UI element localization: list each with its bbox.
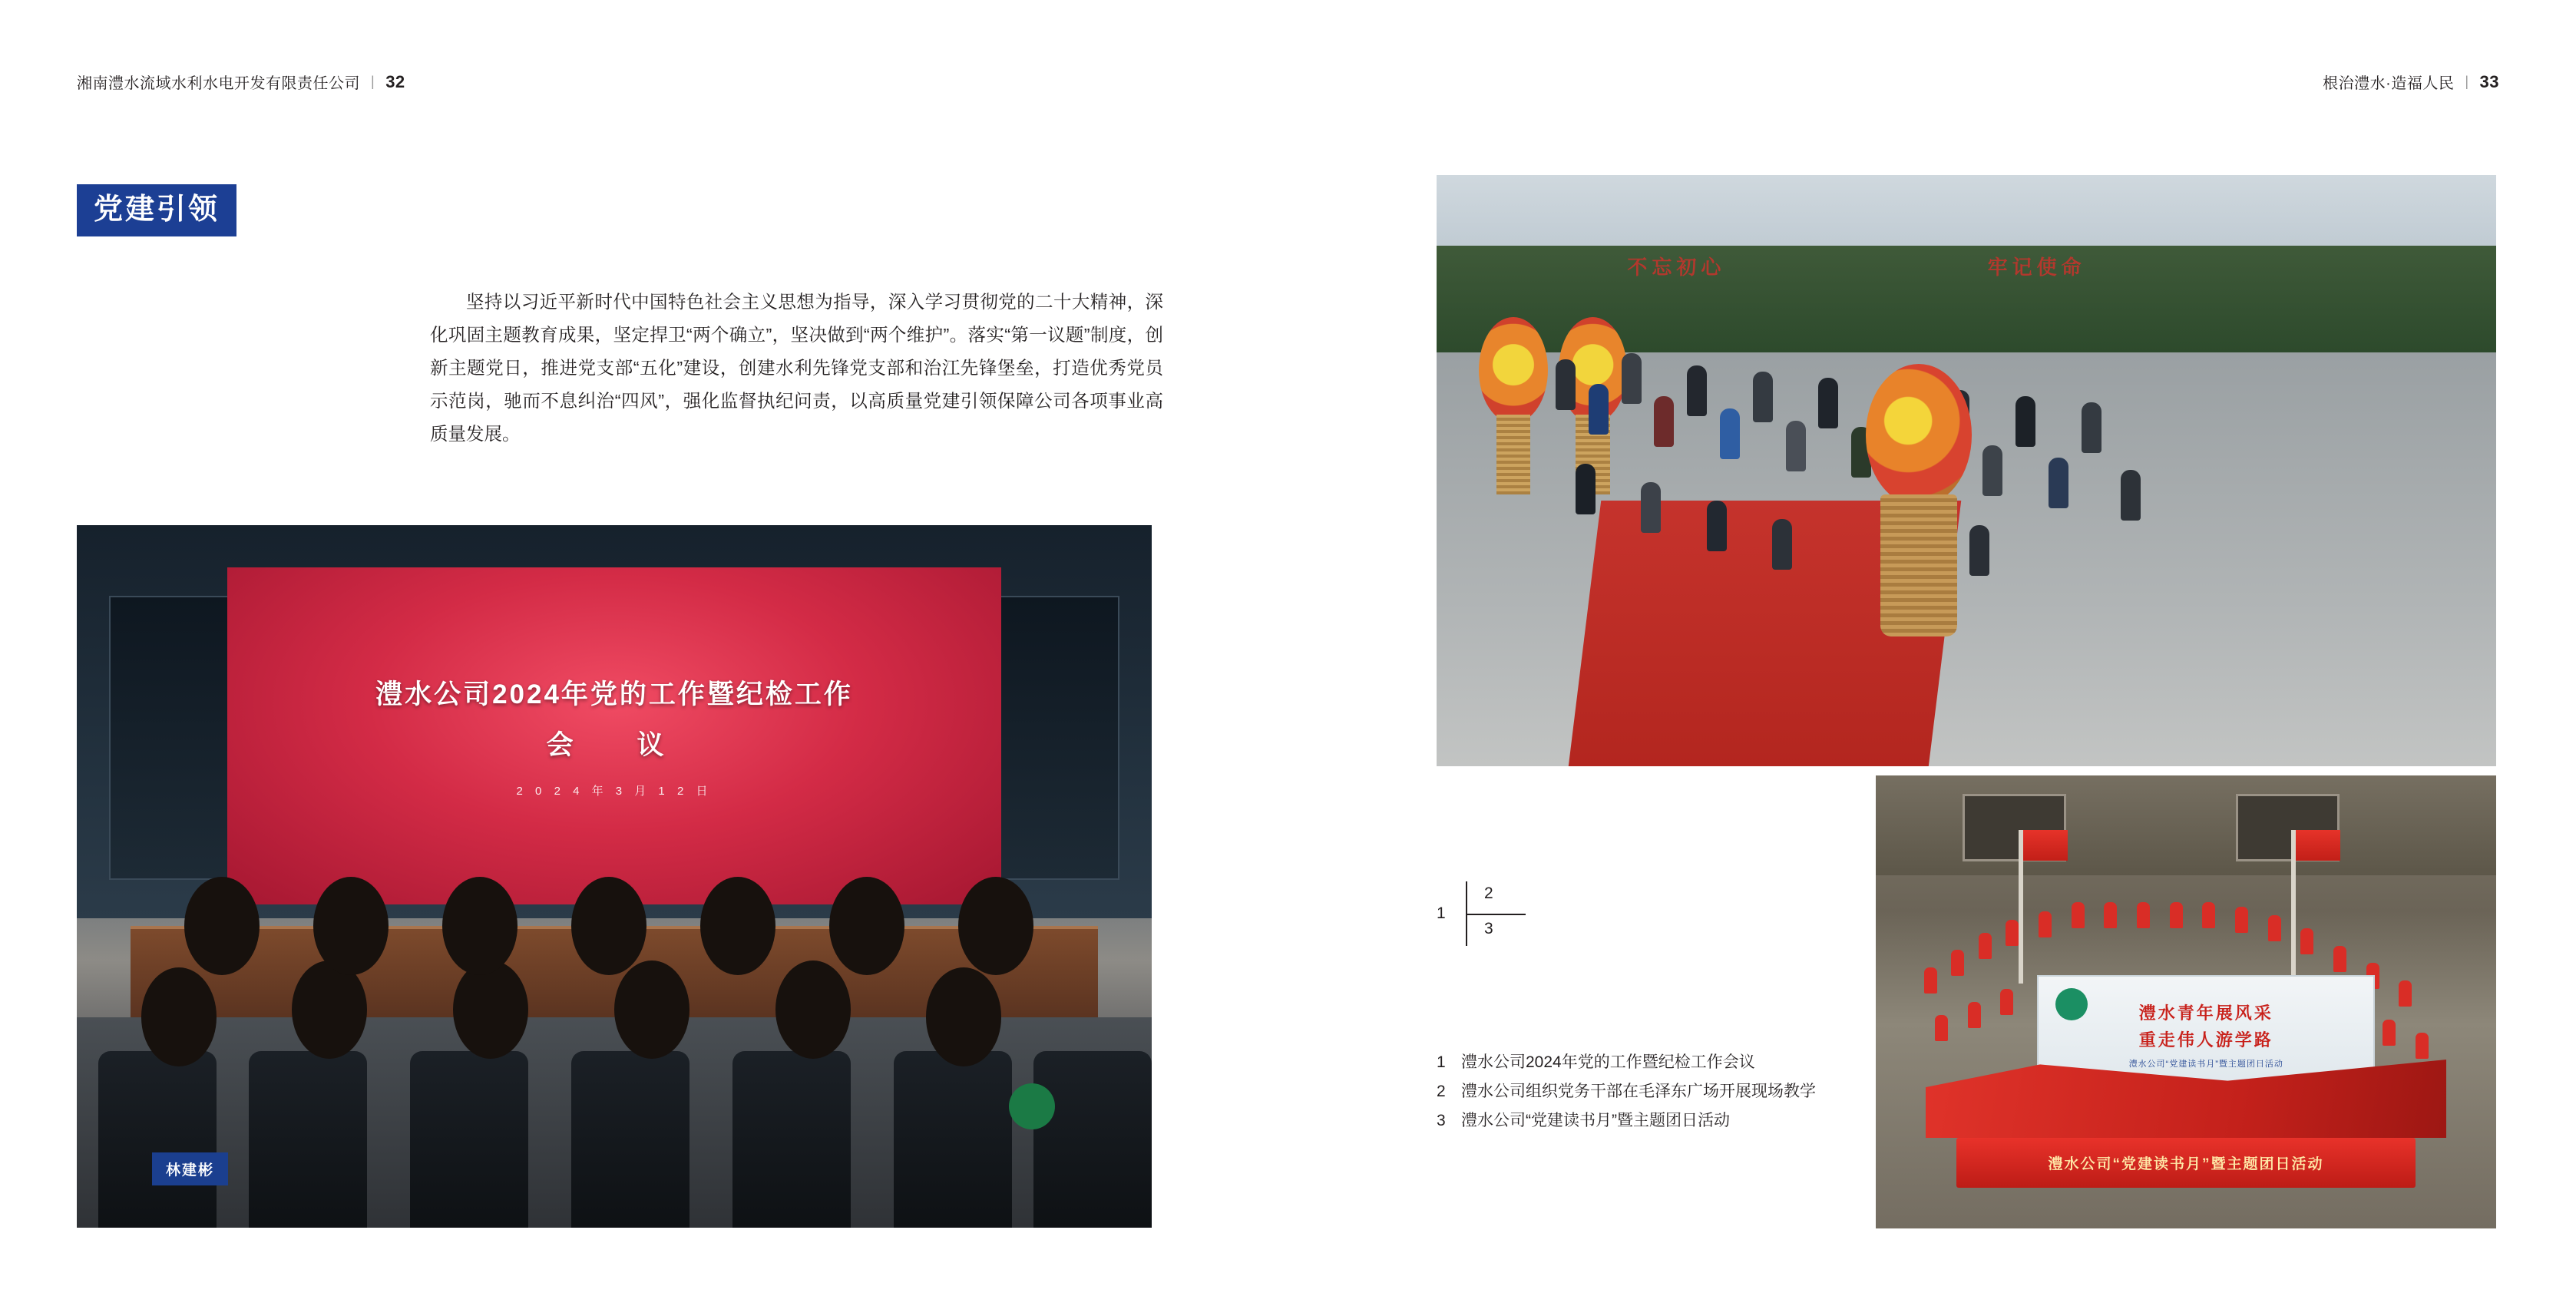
figure-caption-number: 3 (1437, 1112, 1446, 1129)
photo2-person (2082, 402, 2101, 453)
photo2-banner-right: 牢记使命 (1987, 256, 2086, 279)
photo2-person (1556, 359, 1576, 410)
photo1-screen-line3: 2 0 2 4 年 3 月 1 2 日 (516, 784, 713, 798)
photo2-person (1576, 464, 1596, 514)
photo1-led-screen (227, 567, 1001, 904)
figure-key-3: 3 (1484, 920, 1493, 937)
photo2-person (1753, 372, 1773, 422)
photo-conference-meeting (77, 525, 1152, 1228)
photo1-audience-seat (732, 1051, 851, 1228)
photo1-audience-seat (571, 1051, 689, 1228)
photo2-person (2121, 470, 2141, 521)
figure-key-diagram (1437, 875, 1559, 952)
figure-caption-text: 澧水公司组织党务干部在毛泽东广场开展现场教学 (1461, 1083, 1816, 1100)
photo1-audience-seat (410, 1051, 528, 1228)
photo2-basket-body (1880, 494, 1956, 636)
page-number-left: 32 (385, 71, 405, 91)
photo2-person (1786, 421, 1806, 471)
photo3-board-line3: 澧水公司“党建读书月”暨主题团日活动 (2128, 1060, 2283, 1070)
figure-caption-item (1437, 1048, 2128, 1077)
photo1-person-head (775, 960, 851, 1059)
figure-caption-item (1437, 1106, 2128, 1136)
photo1-company-badge (1009, 1083, 1055, 1129)
figure-caption-number: 1 (1437, 1053, 1446, 1071)
photo2-person (1589, 384, 1609, 435)
body-paragraph: 坚持以习近平新时代中国特色社会主义思想为指导，深入学习贯彻党的二十大精神，深化巩固主题教育成果，坚定捍卫“两个确立”，坚决做到“两个维护”。落实“第一议题”制度，创新主题党日，推进党支部“五化”建设，创建水利先锋党支部和治江先锋堡垒，打造优秀党员示范岗，驰而不息纠治“四风”，强化监督执纪问责，以高质量党建引领保障公司各项事业高质量发展。 (430, 292, 1163, 444)
photo3-flag-left-cloth (2023, 830, 2068, 861)
running-head-left-text: 湘南澧水流域水利水电开发有限责任公司 (77, 75, 360, 92)
photo1-audience-seat (98, 1051, 217, 1228)
photo1-person-head (614, 960, 689, 1059)
photo1-person-head (926, 967, 1001, 1066)
photo-youth-formation (1876, 775, 2496, 1228)
photo2-person (1641, 482, 1661, 533)
photo1-person-head (292, 960, 367, 1059)
photo2-basket-flowers (1866, 364, 1972, 505)
photo1-panelist-head (571, 877, 646, 975)
photo3-board-line2: 重走伟人游学路 (2138, 1030, 2273, 1050)
photo2-person (1720, 408, 1740, 459)
photo1-audience-seat (249, 1051, 367, 1228)
photo2-person (2015, 396, 2035, 447)
figure-caption-text: 澧水公司“党建读书月”暨主题团日活动 (1461, 1112, 1730, 1129)
running-head-right (2323, 71, 2499, 93)
photo2-person (2049, 458, 2068, 508)
figure-caption-number: 2 (1437, 1083, 1446, 1100)
photo3-board-line1: 澧水青年展风采 (2138, 1003, 2273, 1023)
photo1-panelist-head (313, 877, 389, 975)
photo1-nameplate: 林建彬 (152, 1152, 228, 1185)
figure-key-1: 1 (1437, 904, 1446, 922)
figure-caption-item (1437, 1077, 2128, 1106)
running-head-left (77, 71, 405, 93)
photo2-person (1818, 378, 1838, 428)
photo1-person-head (453, 960, 528, 1059)
photo1-screen-line2: 会 议 (546, 729, 683, 760)
section-title: 党建引领 (77, 184, 236, 236)
photo2-flower-stand-left-blooms (1479, 317, 1548, 424)
photo1-audience-seat (1033, 1051, 1152, 1228)
photo1-audience-seat (894, 1051, 1012, 1228)
photo2-person (1654, 396, 1674, 447)
running-head-right-text: 根治澧水·造福人民 (2323, 75, 2455, 92)
running-head-right-separator: | (2465, 74, 2469, 89)
photo1-panelist-head (700, 877, 775, 975)
photo2-flower-stand-left (1479, 317, 1548, 494)
photo2-flower-stand-left-base (1496, 415, 1531, 494)
photo2-flower-basket (1866, 364, 1972, 636)
photo2-person (1622, 353, 1642, 404)
photo2-person (1772, 519, 1792, 570)
figure-caption-list (1437, 1048, 2128, 1136)
photo1-person-head (141, 967, 217, 1066)
figure-key-horizontal-rule (1466, 914, 1526, 915)
photo1-screen-line1: 澧水公司2024年党的工作暨纪检工作 (375, 679, 853, 709)
photo2-person (1969, 525, 1989, 576)
photo2-person (1982, 445, 2002, 496)
running-head-left-separator: | (371, 74, 375, 89)
photo-plaza-ceremony (1437, 175, 2496, 766)
page-number-right: 33 (2479, 71, 2499, 91)
photo1-panelist-head (829, 877, 904, 975)
photo2-banner-left: 不忘初心 (1627, 256, 1726, 279)
photo1-panelist-head (958, 877, 1033, 975)
photo2-person (1707, 501, 1727, 551)
photo2-person (1687, 365, 1707, 416)
photo1-panelist-head (442, 877, 518, 975)
figure-key-2: 2 (1484, 884, 1493, 902)
photo3-flag-right-cloth (2296, 830, 2340, 861)
figure-caption-text: 澧水公司2024年党的工作暨纪检工作会议 (1461, 1053, 1755, 1071)
photo1-panelist-head (184, 877, 260, 975)
photo3-ribbon-banner: 澧水公司“党建读书月”暨主题团日活动 (1956, 1138, 2416, 1188)
